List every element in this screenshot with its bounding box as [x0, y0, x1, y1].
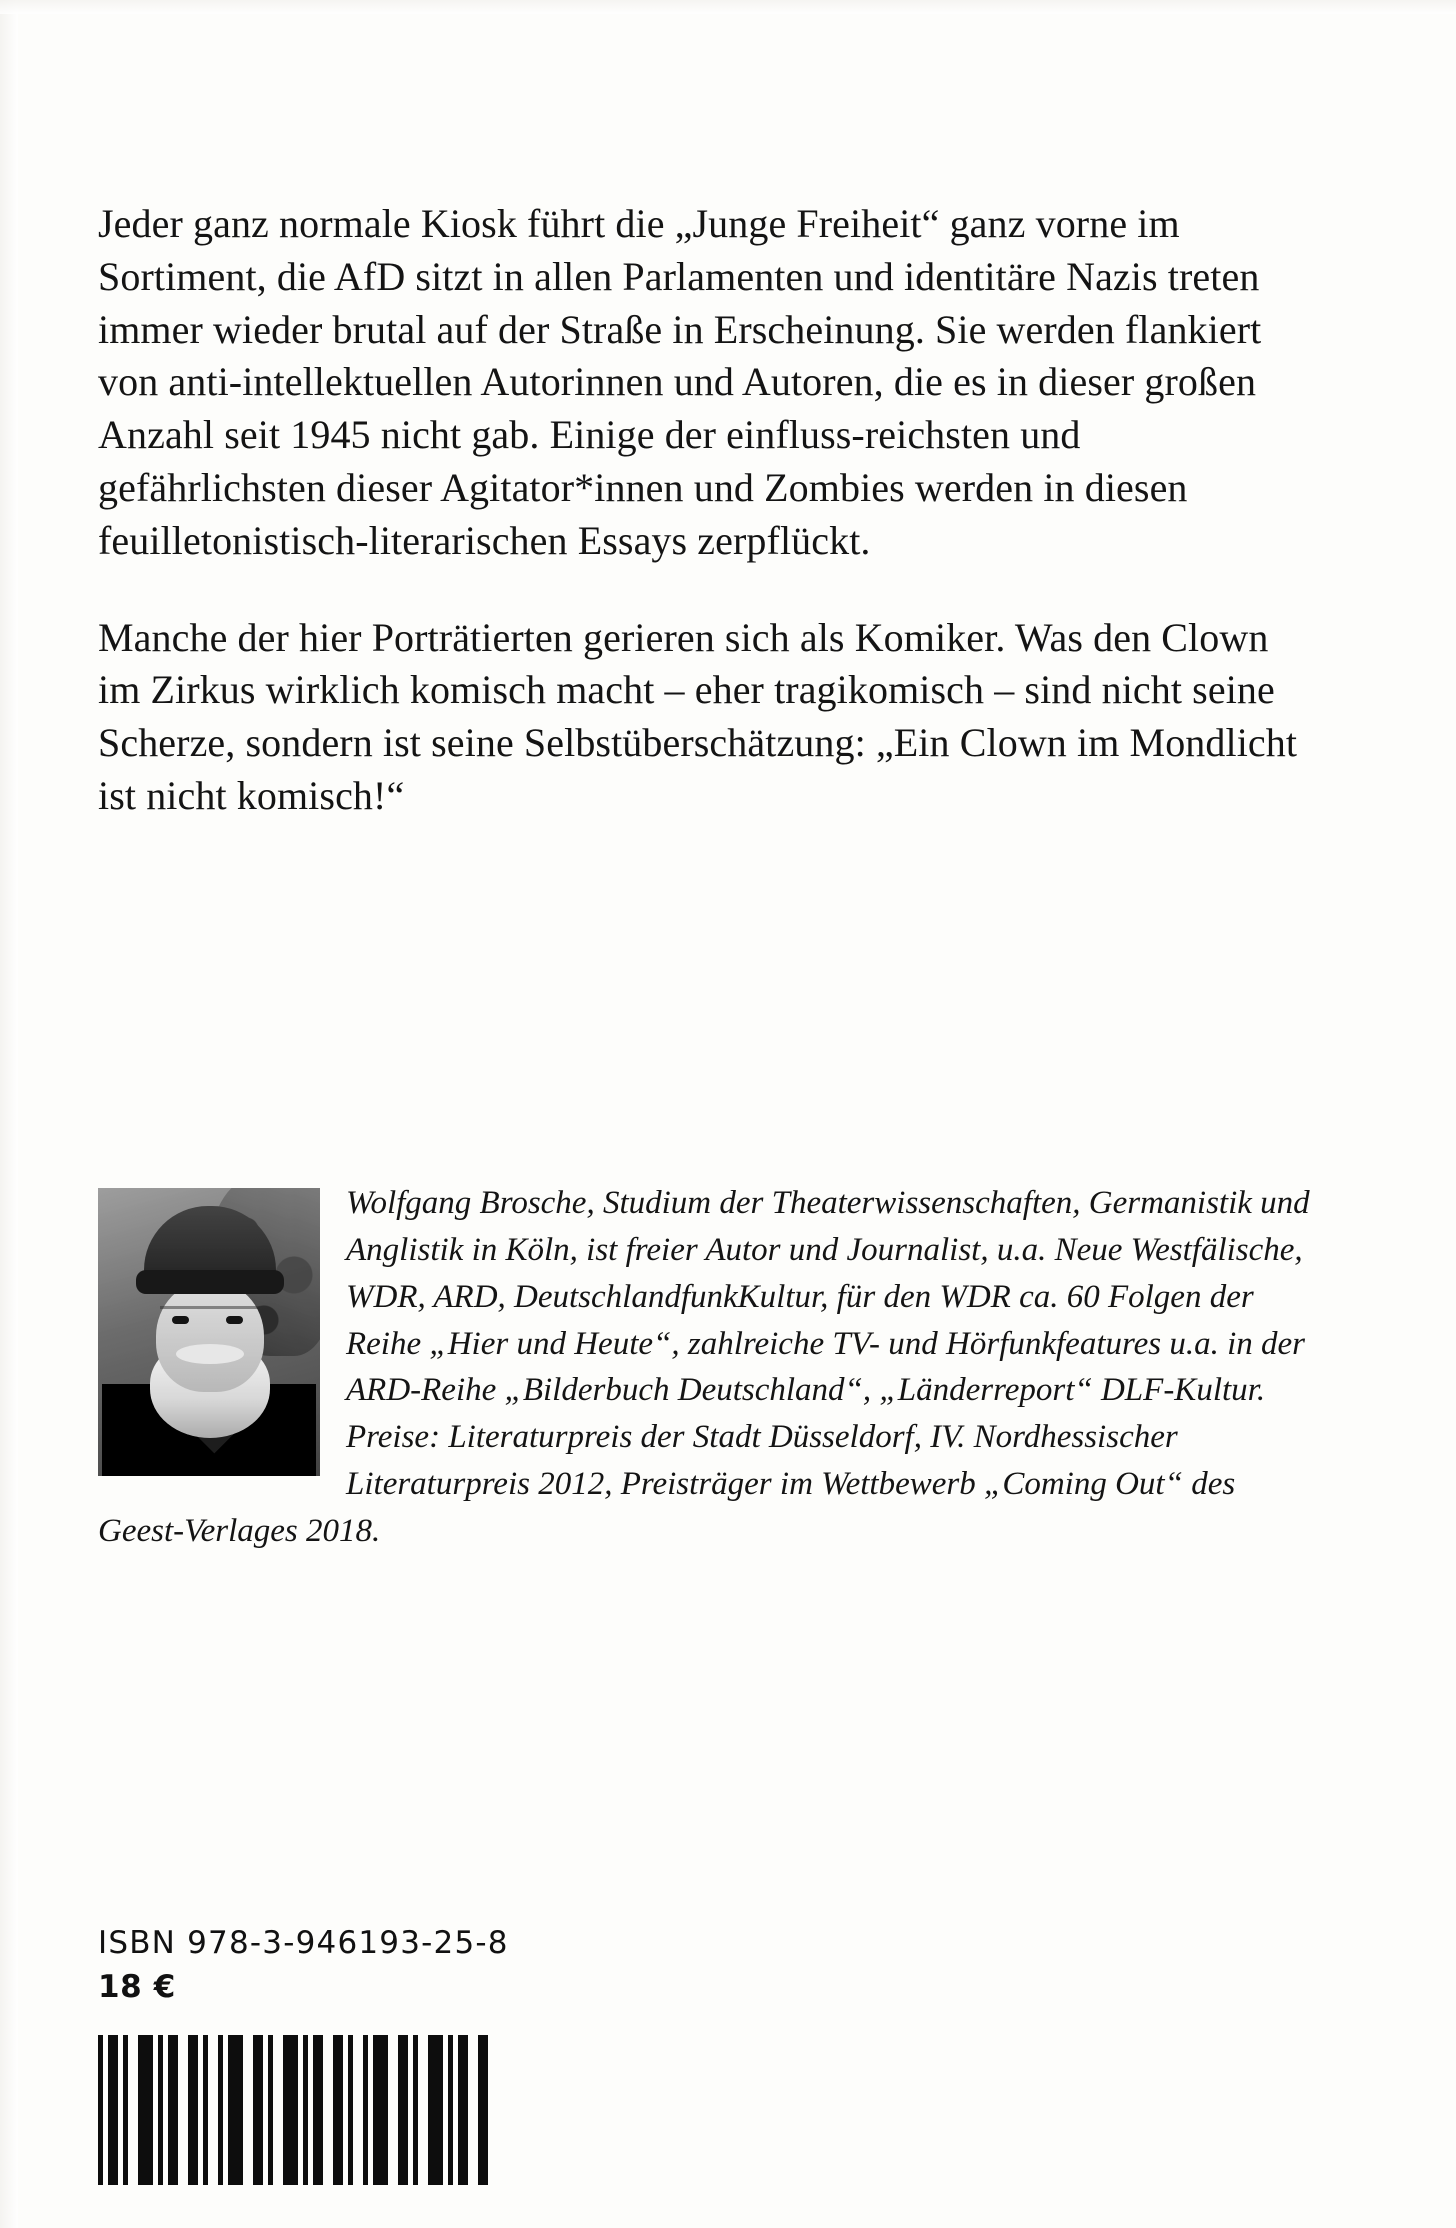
- barcode-bar: [418, 2035, 428, 2185]
- barcode-bar: [138, 2035, 153, 2185]
- scan-edge-left: [0, 0, 18, 2228]
- barcode-bar: [178, 2035, 188, 2185]
- barcode-bar: [128, 2035, 138, 2185]
- barcode-bar: [283, 2035, 298, 2185]
- barcode-bar: [333, 2035, 343, 2185]
- portrait-beanie-brim: [136, 1270, 284, 1294]
- blurb-text: [98, 198, 1318, 823]
- author-bio-block: [98, 1180, 1318, 1555]
- portrait-face: [156, 1280, 264, 1392]
- isbn-block: [98, 1925, 509, 2005]
- scan-edge-top: [0, 0, 1456, 14]
- barcode-bar: [323, 2035, 333, 2185]
- author-bio-text: Wolfgang Brosche, Studium der Theaterwissenschaften, Germanistik und Anglistik in Köln, ist freier Autor und Journalist, u.a. Neue Westfälische, WDR, ARD, DeutschlandfunkKultur, für den WDR ca. 60 Folgen der Reihe „Hier und Heute“, zahlreiche TV- und Hörfunkfeatures u.a. in der ARD-Reihe „Bilderbuch Deutschland“, „Länderreport“ DLF-Kultur. Preise: Literaturpreis der Stadt Düsseldorf, IV. Nordhessischer Literaturpreis 2012, Preisträger im Wettbewerb „Coming Out“ des Geest-Verlages 2018.: [98, 1185, 1310, 1550]
- barcode-bar: [388, 2035, 398, 2185]
- barcode-bar: [243, 2035, 253, 2185]
- barcode-bar: [468, 2035, 478, 2185]
- barcode-bar: [168, 2035, 178, 2185]
- isbn-number: ISBN 978-3-946193-25-8: [98, 1925, 509, 1961]
- portrait-mustache: [176, 1344, 244, 1364]
- barcode-bar: [428, 2035, 443, 2185]
- barcode-bar: [373, 2035, 388, 2185]
- barcode-bar: [208, 2035, 218, 2185]
- barcode-bar: [398, 2035, 408, 2185]
- barcode-bar: [353, 2035, 363, 2185]
- barcode: [98, 2035, 518, 2185]
- barcode-bar: [458, 2035, 468, 2185]
- barcode-bar: [108, 2035, 118, 2185]
- barcode-bar: [313, 2035, 323, 2185]
- barcode-bar: [253, 2035, 263, 2185]
- barcode-bar: [273, 2035, 283, 2185]
- price-label: 18 €: [98, 1969, 176, 2005]
- barcode-bar: [478, 2035, 488, 2185]
- portrait-glasses: [160, 1306, 260, 1335]
- author-portrait-photo: [98, 1188, 320, 1476]
- barcode-bar: [188, 2035, 198, 2185]
- blurb-paragraph-1: Jeder ganz normale Kiosk führt die „Junge Freiheit“ ganz vorne im Sortiment, die AfD sitzt in allen Parlamenten und identitäre Nazis treten immer wieder brutal auf der Straße in Erscheinung. Sie werden flankiert von anti-intellektuellen Autorinnen und Autoren, die es in dieser großen Anzahl seit 1945 nicht gab. Einige der einfluss-reichsten und gefährlichsten dieser Agitator*innen und Zombies werden in diesen feuilletonistisch-literarischen Essays zerpflückt.: [98, 201, 1262, 563]
- blurb-paragraph-2: Manche der hier Porträtierten gerieren sich als Komiker. Was den Clown im Zirkus wirklich komisch macht – eher tragikomisch – sind nicht seine Scherze, sondern ist seine Selbstüberschätzung: „Ein Clown im Mondlicht ist nicht komisch!“: [98, 614, 1298, 818]
- barcode-bar: [228, 2035, 243, 2185]
